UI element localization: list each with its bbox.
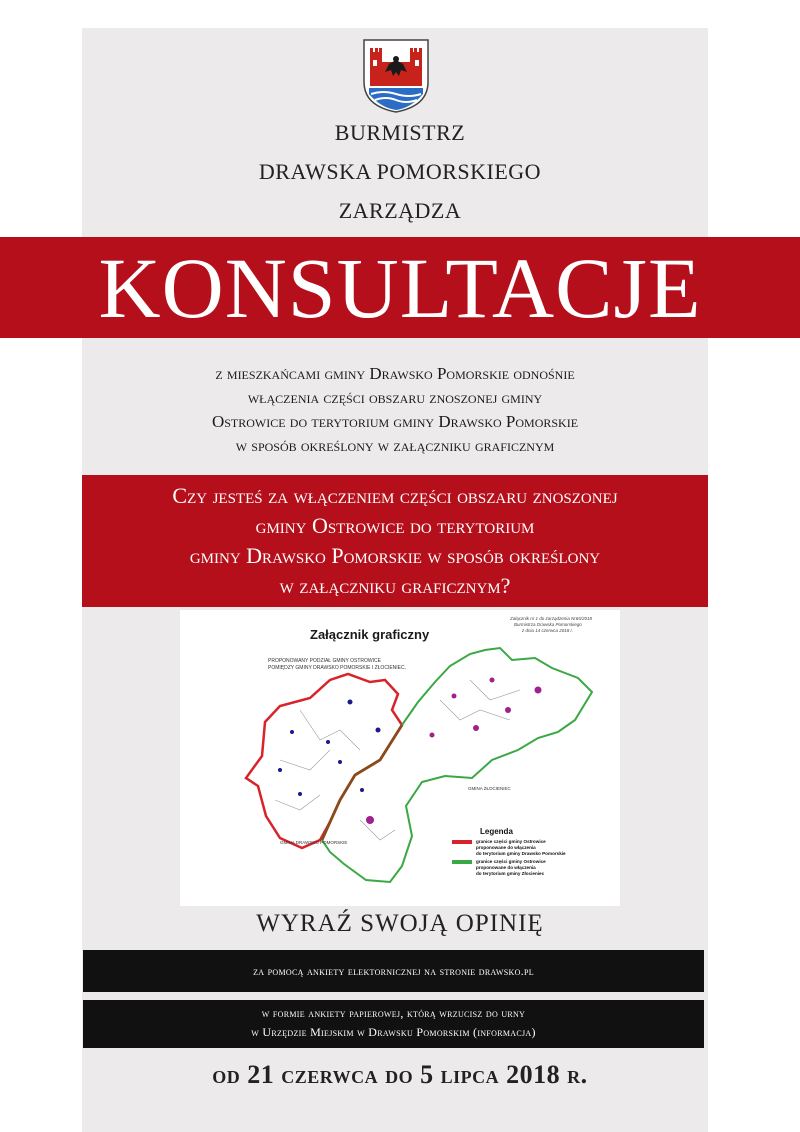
intro-text xyxy=(82,362,708,458)
map-note-line: Załącznik nr 1 do zarządzenia Nr65/2018 xyxy=(510,616,593,621)
question-text xyxy=(82,481,708,601)
map-note-line: z dnia 14 czerwca 2018 r. xyxy=(522,628,574,633)
map-legend-green-swatch xyxy=(452,860,472,864)
map-region-label-drawsko: GMINA DRAWSKO POMORSKIE xyxy=(280,840,348,845)
paper-survey-bar xyxy=(83,1000,704,1048)
map-shared-boundary xyxy=(322,725,402,840)
map-attachment xyxy=(180,610,620,906)
question-line: gminy Drawsko Pomorskie w sposób określony xyxy=(189,543,601,568)
map-legend-green-line: proponowane do włączenia xyxy=(476,865,536,870)
consultation-dates: od 21 czerwca do 5 lipca 2018 r. xyxy=(212,1060,588,1089)
coat-of-arms-logo xyxy=(361,38,431,114)
header-line-1: BURMISTRZ xyxy=(334,120,466,145)
call-to-action: WYRAŹ SWOJĄ OPINIĘ xyxy=(256,910,544,937)
map-legend-red-swatch xyxy=(452,840,472,844)
intro-line: Ostrowice do terytorium gminy Drawsko Pomorskie xyxy=(211,412,579,431)
intro-line: z mieszkańcami gminy Drawsko Pomorskie odnośnie xyxy=(215,364,575,383)
map-legend xyxy=(452,827,566,876)
header-line-3: ZARZĄDZA xyxy=(338,198,462,223)
header-line-2: DRAWSKA POMORSKIEGO xyxy=(258,159,542,184)
map-title: Załącznik graficzny xyxy=(310,627,430,642)
online-survey-bar xyxy=(83,950,704,992)
map-subtitle-line: POMIĘDZY GMINY DRAWSKO POMORSKIE I ZŁOCIENIEC. xyxy=(268,665,406,671)
map-legend-green-line: do terytorium gminy Złocieniec xyxy=(476,871,545,876)
question-line: w załączniku graficznym? xyxy=(279,573,511,598)
title-banner-text: KONSULTACJE xyxy=(98,240,702,336)
map-legend-green-line: granice części gminy Ostrowice xyxy=(476,859,546,864)
map-legend-red-line: proponowane do włączenia xyxy=(476,845,536,850)
question-line: Czy jesteś za włączeniem części obszaru znoszonej xyxy=(172,483,618,508)
map-subtitle-line: PROPONOWANY PODZIAŁ GMINY OSTROWICE xyxy=(268,658,381,664)
intro-line: w sposób określony w załączniku graficznym xyxy=(235,436,555,455)
map-region-green xyxy=(322,648,592,882)
map-subdivisions xyxy=(275,680,520,840)
online-survey-text: za pomocą ankiety elektornicznej na stronie drawsko.pl xyxy=(253,964,534,978)
map-legend-title: Legenda xyxy=(480,827,513,836)
map-region-label-zlocieniec: GMINA ZŁOCIENIEC xyxy=(468,786,511,791)
paper-survey-line: w Urzędzie Miejskim w Drawsku Pomorskim (informacja) xyxy=(251,1025,536,1039)
map-legend-red-line: do terytorium gminy Drawsko Pomorskie xyxy=(476,851,566,856)
map-image xyxy=(180,610,620,906)
map-legend-red-line: granice części gminy Ostrowice xyxy=(476,839,546,844)
intro-line: włączenia części obszaru znoszonej gminy xyxy=(247,388,543,407)
map-note-line: Burmistrza Drawska Pomorskiego xyxy=(514,622,582,627)
question-line: gminy Ostrowice do terytorium xyxy=(255,513,535,538)
paper-survey-line: w formie ankiety papierowej, którą wrzucisz do urny xyxy=(261,1006,526,1020)
